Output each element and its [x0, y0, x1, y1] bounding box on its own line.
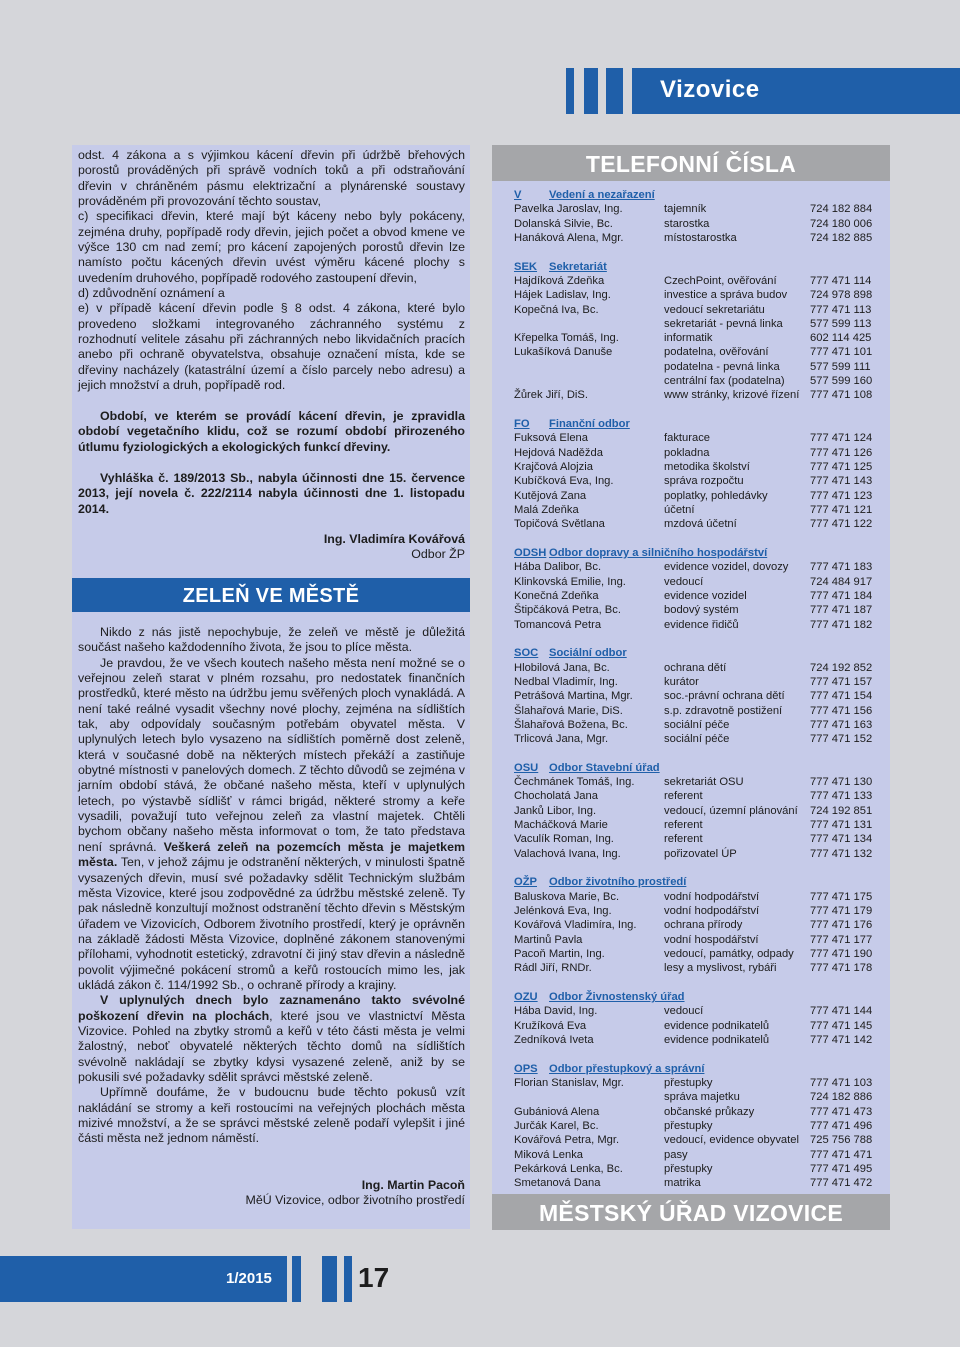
- contact-role: referent: [664, 833, 703, 846]
- contact-name: Macháčková Marie: [514, 819, 608, 832]
- contact-phone: 777 471 131: [810, 819, 873, 832]
- contact-name: Chocholatá Jana: [514, 790, 598, 803]
- contact-role: sociální péče: [664, 733, 730, 746]
- contact-role: bodový systém: [664, 604, 739, 617]
- contact-row: [514, 1004, 884, 1018]
- contact-row: [514, 345, 884, 359]
- contact-name: Trlicová Jana, Mgr.: [514, 733, 609, 746]
- contact-role: vedoucí sekretariátu: [664, 303, 765, 316]
- contact-row: [514, 202, 884, 216]
- contact-name: Hajdíková Zdeňka: [514, 274, 605, 287]
- contact-row: [514, 904, 884, 918]
- contact-phone: 724 182 884: [810, 203, 873, 216]
- section-heading-link[interactable]: [514, 546, 884, 560]
- contact-name: Štipčáková Petra, Bc.: [514, 604, 621, 617]
- contact-phone: 777 471 121: [810, 503, 873, 516]
- contact-name: Kovářová Petra, Mgr.: [514, 1134, 620, 1147]
- contact-role: poplatky, pohledávky: [664, 489, 768, 502]
- contact-role: občanské průkazy: [664, 1105, 755, 1118]
- contact-phone: 724 978 898: [810, 289, 873, 302]
- contact-name: Janků Libor, Ing.: [514, 804, 597, 817]
- contact-role: mzdová účetní: [664, 518, 737, 531]
- contact-role: informatik: [664, 332, 713, 345]
- contact-row: [514, 431, 884, 445]
- contact-name: Martinů Pavla: [514, 933, 583, 946]
- contact-role: referent: [664, 819, 703, 832]
- contact-phone: 777 471 134: [810, 833, 873, 846]
- contact-name: Miková Lenka: [514, 1148, 584, 1161]
- footer-stripe: [322, 1256, 337, 1302]
- contact-row: [514, 918, 884, 932]
- list-item: c) specifikaci dřevin, které mají být káceny nebo byly pokáceny, zejména druhy, popřípadě rody dřevin, jejich počet a obvod kmene ve výšce 130 cm nad zemí; pro kácení zapojených porostů dřevin lze namísto počtu kácených dřevin uvést výměru kácené plochy s uvedením druhového, popřípadě rodového zastoupení dřevin,: [78, 209, 465, 285]
- contact-role: správa rozpočtu: [664, 475, 744, 488]
- contact-row: [514, 618, 884, 632]
- left-text-top: [78, 148, 465, 394]
- contact-role: vedoucí, památky, odpady: [664, 947, 794, 960]
- contact-phone: 777 471 163: [810, 718, 873, 731]
- section-code: OZU: [514, 991, 538, 1004]
- contact-phone: 777 471 101: [810, 346, 873, 359]
- contact-name: Hejdová Naděžda: [514, 446, 603, 459]
- author-role: Odbor ŽP: [411, 547, 465, 562]
- contact-role: přestupky: [664, 1162, 713, 1175]
- contact-row: [514, 1105, 884, 1119]
- contact-role: evidence podnikatelů: [664, 1033, 770, 1046]
- contact-phone: 724 192 852: [810, 661, 873, 674]
- list-item: e) v případě kácení dřevin podle § 8 odst. 4 zákona, které bylo provedeno složkami integrovaného záchranného systému z rozhodnutí velitele zásahu při záchranných nebo likvidačních pracích anebo při ochraně obyvatelstva, obsahuje označení místa, kde se dřeviny nacházely (katastrální území a číslo parcely nebo adresu) a jejich množství a druh, popřípadě rod.: [78, 301, 465, 393]
- contact-phone: 777 471 126: [810, 446, 873, 459]
- contact-role: evidence vozidel: [664, 589, 747, 602]
- contact-row: [514, 818, 884, 832]
- signature-block: [78, 532, 465, 563]
- contact-role: vedoucí: [664, 575, 704, 588]
- section-code: OPS: [514, 1062, 538, 1075]
- section-heading-link[interactable]: [514, 1062, 884, 1076]
- paragraph: Nikdo z nás jistě nepochybuje, že zeleň ve městě je důležitá součást našeho každodenního života, že jsou to plíce města.: [78, 625, 465, 655]
- contact-role: evidence řidičů: [664, 618, 739, 631]
- contact-row: [514, 517, 884, 531]
- directory-section: [514, 188, 884, 245]
- contact-row: [514, 847, 884, 861]
- bold-paragraph: [78, 471, 465, 517]
- contact-role: starostka: [664, 217, 710, 230]
- directory-section: [514, 260, 884, 403]
- section-name: Sociální odbor: [549, 647, 627, 660]
- contact-phone: 777 471 144: [810, 1005, 873, 1018]
- contact-phone: 777 471 142: [810, 1033, 873, 1046]
- section-heading-link[interactable]: [514, 990, 884, 1004]
- section-name: Odbor dopravy a silničního hospodářství: [549, 547, 768, 560]
- contact-role: investice a správa budov: [664, 289, 788, 302]
- contact-name: Kovářová Vladimíra, Ing.: [514, 919, 637, 932]
- contact-phone: 777 471 178: [810, 962, 873, 975]
- contact-role: přestupky: [664, 1119, 713, 1132]
- contact-name: Křepelka Tomáš, Ing.: [514, 332, 619, 345]
- contact-role: s.p. zdravotně postižení: [664, 704, 783, 717]
- contact-row: [514, 804, 884, 818]
- contact-role: účetní: [664, 503, 695, 516]
- contact-row: [514, 603, 884, 617]
- contact-row: [514, 789, 884, 803]
- section-heading-link[interactable]: [514, 260, 884, 274]
- section-code: SOC: [514, 647, 539, 660]
- contact-phone: 777 471 130: [810, 776, 873, 789]
- contact-role: pasy: [664, 1148, 688, 1161]
- contact-role: kurátor: [664, 675, 699, 688]
- contact-phone: 777 471 190: [810, 947, 873, 960]
- contact-row: [514, 1090, 884, 1104]
- contact-name: Pacoň Martin, Ing.: [514, 947, 605, 960]
- contact-name: Šlahařová Marie, DiS.: [514, 704, 623, 717]
- contact-phone: 777 471 123: [810, 489, 873, 502]
- contact-phone: 577 599 113: [810, 317, 872, 330]
- contact-name: Gubániová Alena: [514, 1105, 600, 1118]
- contact-name: Kutějová Zana: [514, 489, 587, 502]
- phone-list-title: TELEFONNÍ ČÍSLA: [492, 145, 890, 181]
- contact-phone: 724 180 006: [810, 217, 873, 230]
- contact-role: správa majetku: [664, 1091, 740, 1104]
- contact-phone: 602 114 425: [810, 332, 872, 345]
- contact-row: [514, 231, 884, 245]
- contact-row: [514, 274, 884, 288]
- contact-phone: 777 471 179: [810, 905, 873, 918]
- contact-role: evidence podnikatelů: [664, 1019, 770, 1032]
- contact-row: [514, 718, 884, 732]
- header-stripe: [566, 68, 574, 114]
- contact-role: vedoucí, evidence obyvatel: [664, 1134, 799, 1147]
- section-code: OSU: [514, 761, 539, 774]
- section-heading-link[interactable]: [514, 417, 884, 431]
- contact-row: [514, 775, 884, 789]
- contact-role: tajemník: [664, 203, 707, 216]
- contact-phone: 777 471 122: [810, 518, 873, 531]
- contact-role: centrální fax (podatelna): [664, 375, 785, 388]
- contact-name: Hába David, Ing.: [514, 1005, 598, 1018]
- contact-phone: 777 471 124: [810, 432, 873, 445]
- contact-role: ochrana dětí: [664, 661, 727, 674]
- contact-row: [514, 890, 884, 904]
- contact-name: [514, 374, 664, 388]
- author-name: Ing. Martin Pacoň: [361, 1178, 465, 1192]
- contact-phone: 777 471 472: [810, 1177, 873, 1190]
- directory-section: [514, 990, 884, 1047]
- office-title: MĚSTSKÝ ÚŘAD VIZOVICE: [492, 1194, 890, 1230]
- section-heading-link[interactable]: [514, 188, 884, 202]
- header-stripe: [584, 68, 598, 114]
- contact-phone: 777 471 125: [810, 461, 873, 474]
- section-code: OŽP: [514, 876, 537, 889]
- contact-role: referent: [664, 790, 703, 803]
- contact-phone: 777 471 184: [810, 589, 873, 602]
- contact-row: [514, 1162, 884, 1176]
- contact-name: Fuksová Elena: [514, 432, 589, 445]
- contact-name: Nedbal Vladimír, Ing.: [514, 675, 618, 688]
- contact-phone: 777 471 177: [810, 933, 873, 946]
- contact-phone: 777 471 133: [810, 790, 873, 803]
- contact-name: Zedníková Iveta: [514, 1033, 594, 1046]
- contact-name: Florian Stanislav, Mgr.: [514, 1077, 624, 1090]
- contact-role: vodní hospodářství: [664, 933, 759, 946]
- contact-phone: 777 471 187: [810, 604, 873, 617]
- paragraph: odst. 4 zákona a s výjimkou kácení dřevin při údržbě břehových porostů prováděných při správě vodních toků a při odstraňování dřevin v chráněném pásmu elektrizační a plynárenské soustavy prováděném při provozování těchto soustav,: [78, 148, 465, 209]
- section-code: SEK: [514, 260, 538, 273]
- section-name: Odbor přestupkový a správní: [549, 1062, 705, 1075]
- contact-role: přestupky: [664, 1077, 713, 1090]
- contact-phone: 777 471 145: [810, 1019, 873, 1032]
- directory-section: [514, 646, 884, 746]
- section-heading-link[interactable]: [514, 761, 884, 775]
- contact-name: [514, 317, 664, 331]
- section-code: V: [514, 189, 522, 201]
- paragraph: Vyhláška č. 189/2013 Sb., nabyla účinnosti dne 15. července 2013, její novela č. 222/2114 nabyla účinnosti dne 1. listopadu 2014.: [78, 471, 465, 516]
- contact-row: [514, 560, 884, 574]
- contact-name: Klinkovská Emilie, Ing.: [514, 575, 626, 588]
- signature-block: [78, 1178, 465, 1209]
- contact-phone: 777 471 156: [810, 704, 873, 717]
- contact-phone: 724 192 851: [810, 804, 873, 817]
- section-code: ODSH: [514, 547, 547, 560]
- text-run: Veškerá zeleň na pozemcích města je majetkem města.: [78, 839, 465, 870]
- contact-phone: 777 471 157: [810, 675, 873, 688]
- contact-role: lesy a myslivost, rybáři: [664, 962, 777, 975]
- contact-phone: 777 471 175: [810, 890, 873, 903]
- contact-name: Tomancová Petra: [514, 618, 602, 631]
- contact-role: vodní hodpodářství: [664, 890, 760, 903]
- contact-name: Valachová Ivana, Ing.: [514, 847, 621, 860]
- contact-name: Hájek Ladislav, Ing.: [514, 289, 611, 302]
- phone-directory: [514, 188, 884, 1205]
- contact-name: Konečná Zdeňka: [514, 589, 599, 602]
- contact-row: [514, 331, 884, 345]
- contact-row: [514, 589, 884, 603]
- contact-role: ochrana přírody: [664, 919, 743, 932]
- contact-name: Žůrek Jiří, DiS.: [514, 389, 588, 402]
- contact-row: [514, 661, 884, 675]
- contact-role: soc.-právní ochrana dětí: [664, 690, 785, 703]
- contact-role: metodika školství: [664, 461, 750, 474]
- contact-row: [514, 961, 884, 975]
- contact-name: Pekárková Lenka, Bc.: [514, 1162, 623, 1175]
- contact-row: [514, 933, 884, 947]
- contact-row: [514, 503, 884, 517]
- contact-row: [514, 732, 884, 746]
- paragraph: Období, ve kterém se provádí kácení dřevin, je zpravidla období vegetačního klidu, což se rozumí období přirozeného útlumu fyziologických a ekologických funkcí dřeviny.: [78, 409, 465, 454]
- contact-phone: 777 471 183: [810, 561, 873, 574]
- contact-role: evidence vozidel, dovozy: [664, 561, 789, 574]
- contact-phone: 724 182 886: [810, 1091, 873, 1104]
- contact-role: fakturace: [664, 432, 711, 445]
- contact-name: Kubíčková Eva, Ing.: [514, 475, 614, 488]
- contact-phone: 724 484 917: [810, 575, 873, 588]
- contact-phone: 777 471 176: [810, 919, 873, 932]
- issue-label: 1/2015: [226, 1270, 272, 1287]
- section-title: ZELEŇ VE MĚSTĚ: [72, 578, 470, 612]
- contact-name: Vaculík Roman, Ing.: [514, 833, 614, 846]
- directory-section: [514, 875, 884, 975]
- section-name: Odbor Stavební úřad: [549, 761, 660, 774]
- directory-section: [514, 546, 884, 632]
- contact-row: [514, 1119, 884, 1133]
- contact-name: [514, 1090, 664, 1104]
- contact-role: sekretariát OSU: [664, 776, 744, 789]
- directory-section: [514, 1062, 884, 1191]
- contact-role: vedoucí: [664, 1005, 704, 1018]
- contact-role: pokladna: [664, 446, 710, 459]
- contact-phone: 777 471 154: [810, 690, 873, 703]
- contact-phone: 777 471 495: [810, 1162, 873, 1175]
- contact-phone: 724 182 885: [810, 231, 873, 244]
- contact-row: [514, 217, 884, 231]
- paragraph: [78, 993, 465, 1085]
- contact-name: Šlahařová Božena, Bc.: [514, 718, 628, 731]
- directory-section: [514, 417, 884, 531]
- contact-row: [514, 832, 884, 846]
- list-item: d) zdůvodnění oznámení a: [78, 286, 225, 301]
- contact-phone: 777 471 108: [810, 389, 873, 402]
- contact-role: pořizovatel ÚP: [664, 847, 737, 860]
- contact-row: [514, 1176, 884, 1190]
- left-text-article: [78, 625, 465, 1147]
- header-title: Vizovice: [660, 76, 760, 103]
- text-run: V uplynulých dnech bylo zaznamenáno takto svévolné poškození dřevin na plochách: [78, 993, 465, 1023]
- section-heading-link[interactable]: [514, 875, 884, 889]
- contact-role: místostarostka: [664, 231, 737, 244]
- contact-row: [514, 303, 884, 317]
- bold-paragraph: [78, 409, 465, 455]
- text-run: Je pravdou, že ve všech koutech našeho města není možné se o veřejnou zeleň starat v plném rozsahu, pro nedostatek finančních prostředků, které město na údržbu jemu svěřených ploch vynakládá. A není také reálné vysadit všechny nové plochy, zejména na sídlištích tak, aby odpovídaly současným potřebám obyvatel města. V uplynulých letech bylo vysazeno na sídlištích poměrně dost zeleně, která v současné době na některých místech překáží a zastiňuje obytné místnosti v panelových domech. Z těchto důvodů se zejména v jarním období stává, že občané našeho města, kteří v uplynulých letech, po výstavbě sídlišť v rámci brigád, některé stromy a keře vysadili, považují tuto veřejnou zeleň za vlastní majetek. Chtěli bychom občany našeho města informovat o tom, že tato představa není správná.: [78, 655, 465, 854]
- contact-name: Petrášová Martina, Mgr.: [514, 690, 633, 703]
- author-role: MěÚ Vizovice, odbor životního prostředí: [245, 1193, 465, 1208]
- contact-name: Dolanská Silvie, Bc.: [514, 217, 613, 230]
- contact-row: [514, 288, 884, 302]
- footer-stripe: [292, 1256, 301, 1302]
- contact-row: [514, 575, 884, 589]
- contact-role: podatelna, ověřování: [664, 346, 769, 359]
- paragraph: Upřímně doufáme, že v budoucnu bude těchto pokusů vzít nakládání se stromy a keři rostoucími na veřejných plochách města mizivé množství, a že se správci městské zeleně podaří vylepšit i jiné části města než jednom náměstí.: [78, 1085, 465, 1146]
- header-stripe: [606, 68, 623, 114]
- contact-row: [514, 1033, 884, 1047]
- contact-row: [514, 360, 884, 374]
- contact-name: Rádl Jiří, RNDr.: [514, 962, 592, 975]
- contact-name: Hlobilová Jana, Bc.: [514, 661, 610, 674]
- contact-role: www stránky, krizové řízení: [664, 389, 800, 402]
- contact-row: [514, 317, 884, 331]
- section-name: Sekretariát: [549, 260, 607, 273]
- contact-role: CzechPoint, ověřování: [664, 274, 777, 287]
- section-name: Odbor životního prostředí: [549, 876, 687, 889]
- section-heading-link[interactable]: [514, 646, 884, 660]
- contact-name: Čechmánek Tomáš, Ing.: [514, 776, 635, 789]
- page-number: 17: [358, 1262, 390, 1293]
- contact-name: Baluskova Marie, Bc.: [514, 890, 620, 903]
- contact-phone: 777 471 496: [810, 1119, 873, 1132]
- section-name: Vedení a nezařazení: [549, 189, 655, 201]
- contact-name: [514, 360, 664, 374]
- contact-row: [514, 689, 884, 703]
- contact-phone: 777 471 182: [810, 618, 873, 631]
- contact-role: matrika: [664, 1177, 701, 1190]
- contact-role: vedoucí, územní plánování: [664, 804, 798, 817]
- contact-row: [514, 1133, 884, 1147]
- contact-row: [514, 704, 884, 718]
- contact-row: [514, 1076, 884, 1090]
- contact-name: Hanáková Alena, Mgr.: [514, 231, 624, 244]
- contact-name: Kopečná Iva, Bc.: [514, 303, 599, 316]
- directory-section: [514, 761, 884, 861]
- contact-phone: 725 756 788: [810, 1134, 873, 1147]
- contact-name: Hába Dalibor, Bc.: [514, 561, 602, 574]
- contact-role: podatelna - pevná linka: [664, 360, 780, 373]
- contact-name: Kružíková Eva: [514, 1019, 587, 1032]
- contact-role: sociální péče: [664, 718, 730, 731]
- contact-phone: 777 471 471: [810, 1148, 873, 1161]
- contact-row: [514, 474, 884, 488]
- section-code: FO: [514, 418, 530, 431]
- contact-phone: 777 471 103: [810, 1077, 873, 1090]
- contact-row: [514, 460, 884, 474]
- author-name: Ing. Vladimíra Kovářová: [323, 532, 465, 546]
- contact-row: [514, 388, 884, 402]
- contact-name: Topičová Světlana: [514, 518, 605, 531]
- contact-phone: 577 599 160: [810, 375, 873, 388]
- footer-stripe: [344, 1256, 352, 1302]
- contact-phone: 577 599 111: [810, 360, 871, 373]
- contact-phone: 777 471 113: [810, 303, 872, 316]
- contact-row: [514, 374, 884, 388]
- contact-role: vodní hodpodářství: [664, 905, 760, 918]
- contact-role: sekretariát - pevná linka: [664, 317, 783, 330]
- contact-name: Smetanová Dana: [514, 1177, 601, 1190]
- contact-row: [514, 446, 884, 460]
- contact-phone: 777 471 132: [810, 847, 873, 860]
- contact-phone: 777 471 114: [810, 274, 872, 287]
- contact-row: [514, 947, 884, 961]
- contact-row: [514, 489, 884, 503]
- contact-name: Pavelka Jaroslav, Ing.: [514, 203, 623, 216]
- section-name: Odbor Živnostenský úřad: [549, 991, 685, 1004]
- contact-row: [514, 1148, 884, 1162]
- contact-phone: 777 471 473: [810, 1105, 873, 1118]
- section-name: Finanční odbor: [549, 418, 630, 431]
- contact-name: Jurčák Karel, Bc.: [514, 1119, 599, 1132]
- contact-phone: 777 471 152: [810, 733, 873, 746]
- contact-name: Krajčová Alojzia: [514, 461, 593, 474]
- paragraph: [78, 656, 465, 994]
- text-run: Ten, v jehož zájmu je odstranění některých, v minulosti špatně vysazených dřevin, musí své požadavky sdělit Technickým službám města Vizovice, které jsou zodpovědné za údržbu městské zeleně. Ty pak následně konzultují možnost odstranění těchto dřevin s Městským úřadem ve Vizovicích, Odborem životního prostředí, který je oprávněn na základě žádosti Města Vizovice, doplněné zákonem stanovenými přílohami, vyhodnotit estetický, zdravotní či jiný stav dřevin a následně povolit výjimečné pokácení stromů a keřů rostoucích mimo les, jak ukládá zákon č. 114/1992 Sb., o ochraně přírody a krajiny.: [78, 855, 465, 992]
- contact-row: [514, 1019, 884, 1033]
- contact-name: Malá Zdeňka: [514, 503, 579, 516]
- text-run: , které jsou ve vlastnictví Města Vizovice. Pohled na zbytky stromů a keřů v této části města je velmi žalostný, neboť obyvatelé některých těchto domů na sídlištích svévolně nakládají se zbytky kdysi vysazené zeleně, aniž by se pokusili své požadavky sdělit správci městské zeleně.: [78, 1008, 466, 1084]
- contact-name: Jelénková Eva, Ing.: [514, 905, 612, 918]
- contact-name: Lukašíková Danuše: [514, 346, 613, 359]
- contact-phone: 777 471 143: [810, 475, 873, 488]
- contact-row: [514, 675, 884, 689]
